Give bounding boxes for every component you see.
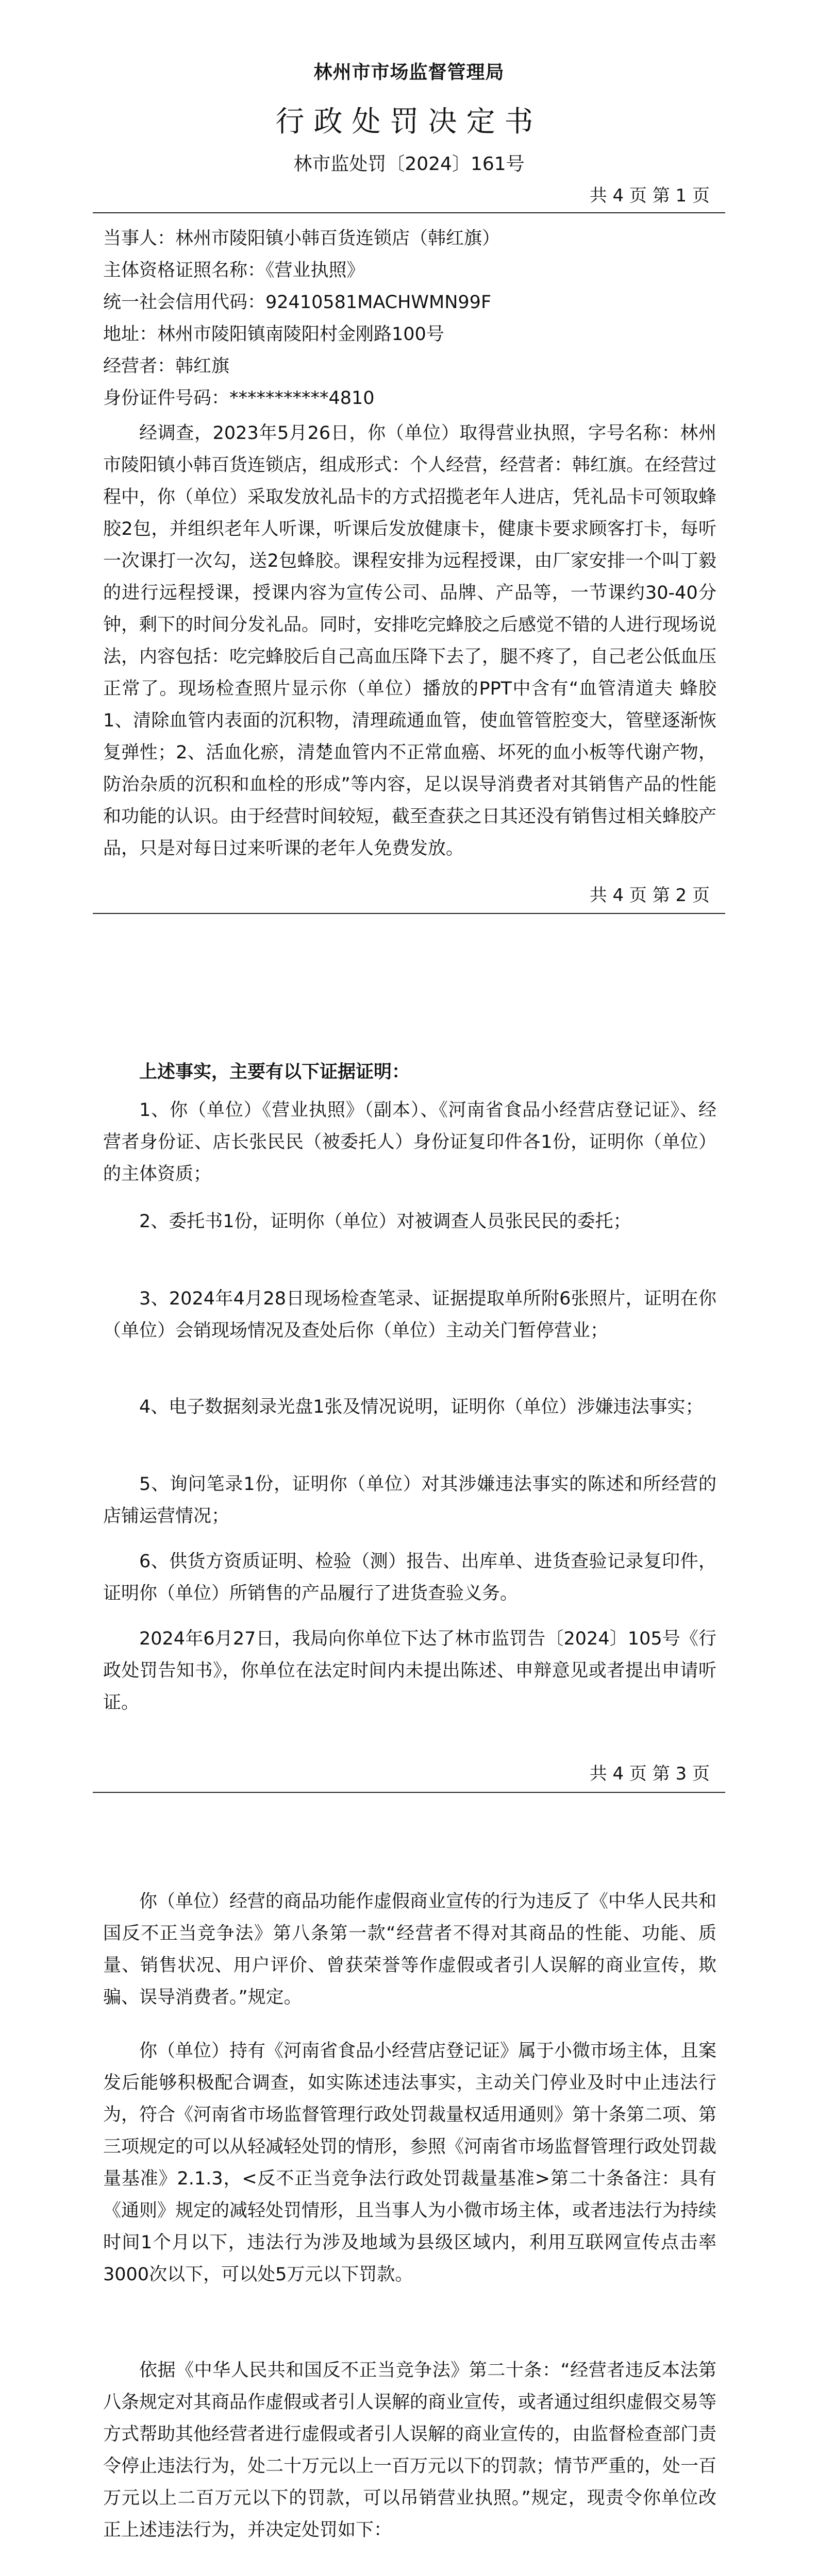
document-title: 行政处罚决定书 <box>275 105 543 139</box>
evidence-item-2: 2、委托书1份，证明你（单位）对被调查人员张民民的委托； <box>139 1211 631 1232</box>
issuing-org: 林州市市场监督管理局 <box>313 62 505 83</box>
investigation-facts: 经调查，2023年5月26日，你（单位）取得营业执照，字号名称：林州市陵阳镇小韩百货连锁店，组成形式：个人经营，经营者：韩红旗。在经营过程中，你（单位）采取发放礼品卡的方式招揽老年人进店，凭礼品卡可领取蜂胶2包，并组织老年人听课，听课后发放健康卡，健康卡要求顾客打卡，每听一次课打一次勾，送2包蜂胶。课程安排为远程授课，由厂家安排一个叫丁毅的进行远程授课，授课内容为宣传公司、品牌、产品等，一节课约30-40分钟，剩下的时间分发礼品。同时，安排吃完蜂胶之后感觉不错的人进行现场说法，内容包括：吃完蜂胶后自己高血压降下去了，腿不疼了，自己老公低血压正常了。现场检查照片显示你（单位）播放的PPT中含有“血管清道夫 蜂胶 1、清除血管内表面的沉积物，清理疏通血管，使血管管腔变大，管壁逐渐恢复弹性；2、活血化瘀，清楚血管内不正常血癌、坏死的血小板等代谢产物，防治杂质的沉积和血栓的形成”等内容，足以误导消费者对其销售产品的性能和功能的认识。由于经营时间较短，截至查获之日其还没有销售过相关蜂胶产品，只是对每日过来听课的老年人免费发放。 <box>103 423 717 859</box>
evidence-intro: 上述事实，主要有以下证据证明： <box>139 1062 410 1082</box>
notice-paragraph: 2024年6月27日，我局向你单位下达了林市监罚告〔2024〕105号《行政处罚告知书》，你单位在法定时间内未提出陈述、申辩意见或者提出申请听证。 <box>103 1629 716 1713</box>
violation-paragraph: 你（单位）经营的商品功能作虚假商业宣传的行为违反了《中华人民共和国反不正当竞争法》第八条第一款“经营者不得对其商品的性能、功能、质量、销售状况、用户评价、曾获荣誉等作虚假或者引人误解的商业宣传，欺骗、误导消费者。”规定。 <box>103 1891 717 2008</box>
evidence-item-3: 3、2024年4月28日现场检查笔录、证据提取单所附6张照片，证明在你（单位）会销现场情况及查处后你（单位）主动关门暂停营业； <box>103 1289 716 1341</box>
legal-basis-paragraph: 依据《中华人民共和国反不正当竞争法》第二十条：“经营者违反本法第八条规定对其商品作虚假或者引人误解的商业宣传，或者通过组织虚假交易等方式帮助其他经营者进行虚假或者引人误解的商业宣传的，由监督检查部门责令停止违法行为，处二十万元以上一百万元以下的罚款；情节严重的，处一百万元以上二百万元以下的罚款，可以吊销营业执照。”规定，现责令你单位改正上述违法行为，并决定处罚如下： <box>103 2360 717 2540</box>
evidence-item-6: 6、供货方资质证明、检验（测）报告、出库单、进货查验记录复印件，证明你（单位）所销售的产品履行了进货查验义务。 <box>103 1551 716 1604</box>
page-indicator-3: 共 4 页 第 3 页 <box>589 1764 710 1784</box>
mitigation-paragraph: 你（单位）持有《河南省食品小经营店登记证》属于小微市场主体，且案发后能够积极配合调查，如实陈述违法事实，主动关门停业及时中止违法行为，符合《河南省市场监督管理行政处罚裁量权适用通则》第十条第二项、第三项规定的可以从轻减轻处罚的情形，参照《河南省市场监督管理行政处罚裁量基准》2.1.3，<反不正当竞争法行政处罚裁量基准>第二十条备注：具有《通则》规定的减轻处罚情形，且当事人为小微市场主体，或者违法行为持续时间1个月以下，违法行为涉及地域为县级区域内，利用互联网宣传点击率3000次以下，可以处5万元以下罚款。 <box>103 2041 717 2285</box>
party-id-number: 身份证件号码：***********4810 <box>103 388 375 409</box>
evidence-item-4: 4、电子数据刻录光盘1张及情况说明，证明你（单位）涉嫌违法事实； <box>139 1397 704 1417</box>
party-operator: 经营者：韩红旗 <box>103 356 230 377</box>
evidence-item-1: 1、你（单位）《营业执照》（副本）、《河南省食品小经营店登记证》、经营者身份证、店长张民民（被委托人）身份证复印件各1份，证明你（单位）的主体资质； <box>103 1100 716 1184</box>
divider <box>93 1792 725 1793</box>
divider <box>93 913 725 914</box>
page-indicator-1: 共 4 页 第 1 页 <box>589 185 710 206</box>
party-address: 地址：林州市陵阳镇南陵阳村金刚路100号 <box>103 324 444 345</box>
party-info <box>103 223 716 414</box>
party-name: 当事人：林州市陵阳镇小韩百货连锁店（韩红旗） <box>103 228 500 249</box>
party-cert-name: 主体资格证照名称：《营业执照》 <box>103 260 365 281</box>
page-indicator-2: 共 4 页 第 2 页 <box>589 885 710 906</box>
evidence-item-5: 5、询问笔录1份，证明你（单位）对其涉嫌违法事实的陈述和所经营的店铺运营情况； <box>103 1474 716 1527</box>
party-credit-code: 统一社会信用代码：92410581MACHWMN99F <box>103 292 492 313</box>
document-number: 林市监处罚〔2024〕161号 <box>293 154 525 175</box>
divider <box>93 212 725 213</box>
